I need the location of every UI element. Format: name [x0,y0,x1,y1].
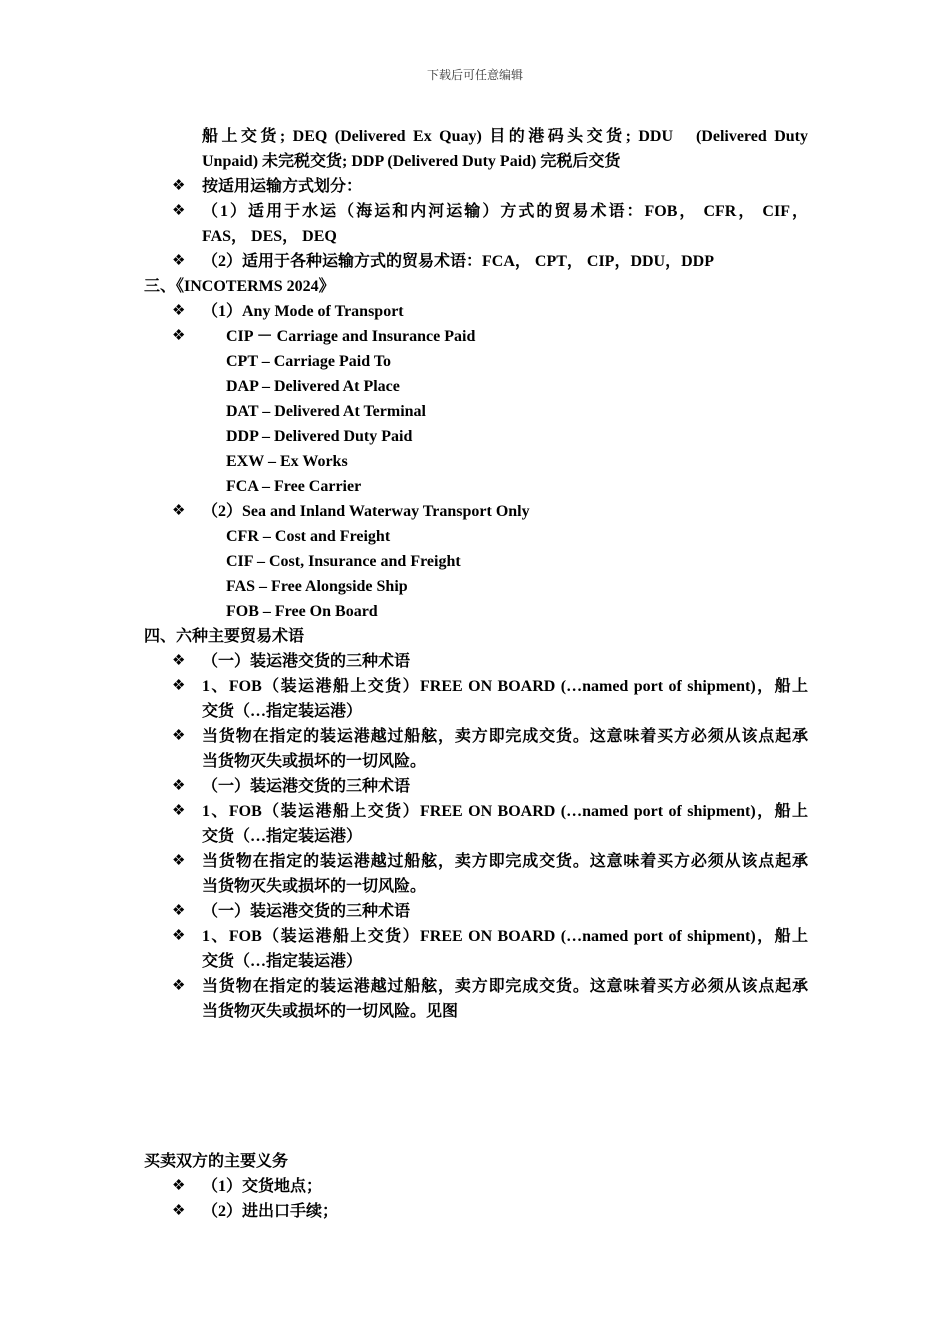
obligation-item: （2）进出口手续； [202,1203,339,1220]
water-terms-line-2: FAS， DES， DEQ [202,228,337,245]
group-sea-waterway-title: （2）Sea and Inland Waterway Transport Only [202,503,530,520]
list-item [144,1199,808,1224]
fob-definition-line-1: 1、FOB（装运港船上交货）FREE ON BOARD (…named port of shipment)，船上 [202,928,808,945]
diamond-bullet-icon: ❖ [172,853,186,869]
list-item [144,799,808,849]
diamond-bullet-icon: ❖ [172,503,186,519]
diamond-bullet-icon: ❖ [172,978,186,994]
list-item [144,649,808,674]
diamond-bullet-icon: ❖ [172,928,186,944]
incoterm-item: EXW – Ex Works [226,453,348,470]
incoterm-item: DAP – Delivered At Place [226,378,400,395]
obligation-item: （1）交货地点； [202,1178,323,1195]
diamond-bullet-icon: ❖ [172,203,186,219]
subsection-title: （一）装运港交货的三种术语 [202,778,411,795]
risk-transfer-line-2: 当货物灭失或损坏的一切风险。见图 [202,1003,459,1020]
list-item [144,774,808,799]
incoterm-item: FCA – Free Carrier [226,478,362,495]
fob-definition-line-2: 交货（…指定装运港） [202,828,363,845]
list-item [144,199,808,249]
diamond-bullet-icon: ❖ [172,728,186,744]
list-item [144,174,808,199]
risk-transfer-line-1: 当货物在指定的装运港越过船舷，卖方即完成交货。这意味着买方必须从该点起承 [202,728,808,745]
diamond-bullet-icon: ❖ [172,803,186,819]
list-item [144,299,808,324]
incoterm-item: CFR – Cost and Freight [226,528,391,545]
risk-transfer-line-1: 当货物在指定的装运港越过船舷，卖方即完成交货。这意味着买方必须从该点起承 [202,853,808,870]
document-body [144,124,808,1224]
diamond-bullet-icon: ❖ [172,253,186,269]
incoterm-item: FAS – Free Alongside Ship [226,578,408,595]
incoterm-item: DDP – Delivered Duty Paid [226,428,413,445]
fob-definition-line-1: 1、FOB（装运港船上交货）FREE ON BOARD (…named port of shipment)，船上 [202,678,808,695]
fob-definition-line-2: 交货（…指定装运港） [202,703,363,720]
section-heading-incoterms: 三、《INCOTERMS 2024》 [144,278,335,295]
diamond-bullet-icon: ❖ [172,178,186,194]
list-item [144,499,808,524]
risk-transfer-line-2: 当货物灭失或损坏的一切风险。 [202,878,427,895]
list-item [144,1174,808,1199]
diamond-bullet-icon: ❖ [172,1203,186,1219]
incoterm-item: DAT – Delivered At Terminal [226,403,426,420]
list-item [144,974,808,1024]
transport-split-title: 按适用运输方式划分： [202,178,363,195]
subsection-title: （一）装运港交货的三种术语 [202,653,411,670]
subsection-title: （一）装运港交货的三种术语 [202,903,411,920]
list-item [144,674,808,724]
risk-transfer-line-1: 当货物在指定的装运港越过船舷，卖方即完成交货。这意味着买方必须从该点起承 [202,978,808,995]
diamond-bullet-icon: ❖ [172,1178,186,1194]
list-item [144,324,808,349]
incoterm-item: CIF – Cost, Insurance and Freight [226,553,461,570]
section-heading-obligations: 买卖双方的主要义务 [144,1153,289,1170]
water-terms-line-1: （1）适用于水运（海运和内河运输）方式的贸易术语：FOB， CFR， CIF， [202,203,808,220]
diamond-bullet-icon: ❖ [172,653,186,669]
incoterm-item: CPT – Carriage Paid To [226,353,392,370]
incoterm-item: FOB – Free On Board [226,603,378,620]
diamond-bullet-icon: ❖ [172,778,186,794]
section-heading-six-terms: 四、六种主要贸易术语 [144,628,305,645]
incoterm-item: CIP － Carriage and Insurance Paid [226,328,476,345]
list-item [144,924,808,974]
intro-line-1: 船上交货; DEQ (Delivered Ex Quay) 目的港码头交货; DDU (Delivered Duty [202,128,808,145]
diamond-bullet-icon: ❖ [172,328,186,344]
all-modes-terms: （2）适用于各种运输方式的贸易术语：FCA， CPT， CIP，DDU，DDP [202,253,714,270]
list-item [144,724,808,774]
fob-definition-line-1: 1、FOB（装运港船上交货）FREE ON BOARD (…named port of shipment)，船上 [202,803,808,820]
fob-definition-line-2: 交货（…指定装运港） [202,953,363,970]
page-header-note: 下载后可任意编辑 [426,68,523,82]
intro-line-2: Unpaid) 未完税交货; DDP (Delivered Duty Paid) 完税后交货 [202,153,621,170]
list-item [144,899,808,924]
group-any-mode-title: （1）Any Mode of Transport [202,303,404,320]
diamond-bullet-icon: ❖ [172,678,186,694]
blank-figure-space [144,1024,808,1149]
diamond-bullet-icon: ❖ [172,903,186,919]
list-item [144,249,808,274]
risk-transfer-line-2: 当货物灭失或损坏的一切风险。 [202,753,427,770]
list-item [144,849,808,899]
diamond-bullet-icon: ❖ [172,303,186,319]
